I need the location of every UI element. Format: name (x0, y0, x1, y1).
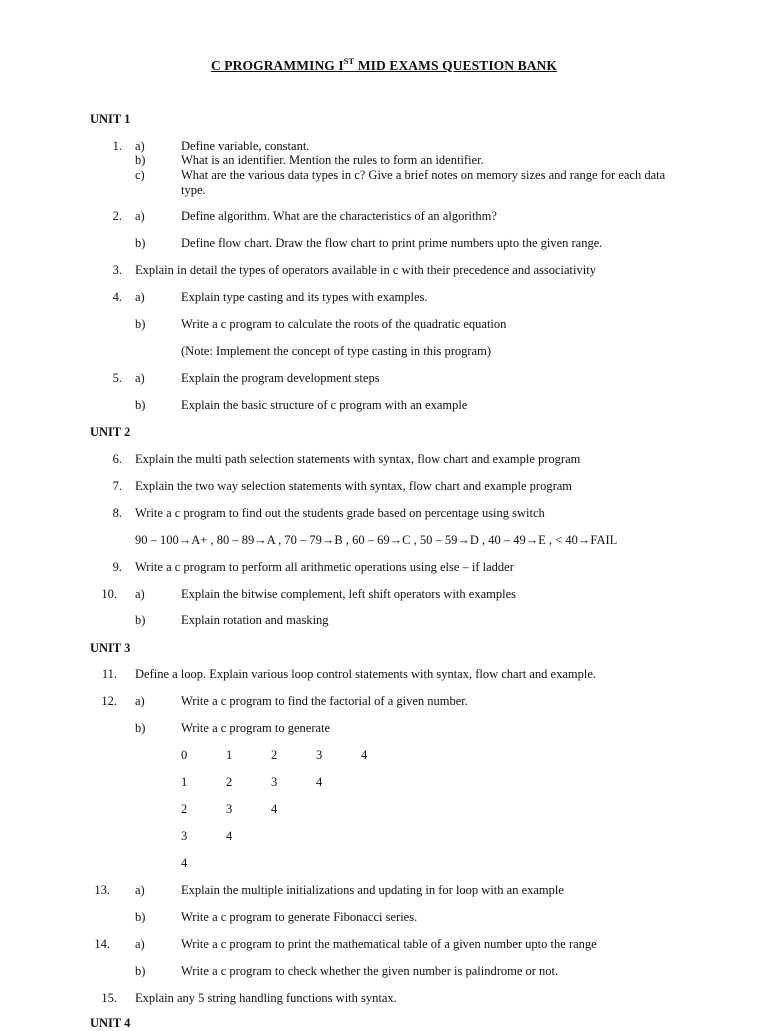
question-number: 6. (112, 452, 122, 466)
question-number: 4. (112, 290, 122, 304)
sub-label: a) (135, 371, 145, 385)
question-number: 2. (112, 209, 122, 223)
unit-1-heading: UNIT 1 (90, 112, 131, 126)
pattern-cell: 3 (226, 802, 233, 816)
question-number: 13. (94, 883, 110, 897)
pattern-cell: 1 (226, 748, 233, 762)
question-13a: Explain the multiple initializations and updating in for loop with an example (181, 883, 564, 897)
question-number: 1. (112, 139, 122, 153)
question-number: 12. (101, 694, 117, 708)
pattern-cell: 2 (271, 748, 278, 762)
question-5b: Explain the basic structure of c program with an example (181, 398, 468, 412)
question-2a: Define algorithm. What are the characteristics of an algorithm? (181, 209, 497, 223)
question-14a: Write a c program to print the mathematical table of a given number upto the range (181, 937, 597, 951)
question-number: 9. (112, 560, 122, 574)
question-number: 7. (112, 479, 122, 493)
page-title: C PROGRAMMING IST MID EXAMS QUESTION BANK (210, 56, 558, 73)
pattern-cell: 3 (181, 829, 188, 843)
question-15: Explain any 5 string handling functions with syntax. (135, 991, 397, 1005)
question-number: 11. (101, 667, 117, 681)
question-number: 8. (112, 506, 122, 520)
pattern-cell: 4 (271, 802, 278, 816)
question-10b: Explain rotation and masking (181, 613, 329, 627)
question-1a: Define variable, constant. (181, 139, 310, 153)
pattern-cell: 4 (361, 748, 368, 762)
sub-label: b) (135, 964, 146, 978)
pattern-cell: 2 (226, 775, 233, 789)
pattern-cell: 2 (181, 802, 188, 816)
question-3: Explain in detail the types of operators available in c with their precedence and associativity (135, 263, 596, 277)
question-number: 15. (101, 991, 117, 1005)
question-9: Write a c program to perform all arithmetic operations using else – if ladder (135, 560, 514, 574)
unit-3-heading: UNIT 3 (90, 641, 131, 655)
pattern-cell: 4 (181, 856, 188, 870)
question-1c: What are the various data types in c? Give a brief notes on memory sizes and range for each data type. (181, 168, 666, 197)
question-7: Explain the two way selection statements with syntax, flow chart and example program (135, 479, 573, 493)
question-10a: Explain the bitwise complement, left shift operators with examples (181, 587, 516, 601)
question-5a: Explain the program development steps (181, 371, 380, 385)
unit-4-heading: UNIT 4 (90, 1016, 131, 1030)
sub-label: a) (135, 587, 145, 601)
pattern-cell: 3 (316, 748, 323, 762)
question-1b: What is an identifier. Mention the rules to form an identifier. (181, 153, 484, 167)
sub-label: b) (135, 910, 146, 924)
question-2b: Define flow chart. Draw the flow chart to print prime numbers upto the given range. (181, 236, 603, 250)
sub-label: b) (135, 317, 146, 331)
sub-label: a) (135, 139, 145, 153)
sub-label: b) (135, 721, 146, 735)
pattern-cell: 0 (181, 748, 188, 762)
sub-label: a) (135, 290, 145, 304)
question-13b: Write a c program to generate Fibonacci series. (181, 910, 418, 924)
sub-label: a) (135, 937, 145, 951)
sub-label: b) (135, 398, 146, 412)
pattern-cell: 3 (271, 775, 278, 789)
sub-label: c) (135, 168, 145, 182)
question-number: 10. (101, 587, 117, 601)
sub-label: a) (135, 209, 145, 223)
pattern-cell: 1 (181, 775, 188, 789)
sub-label: a) (135, 883, 145, 897)
pattern-cell: 4 (226, 829, 233, 843)
question-4-note: (Note: Implement the concept of type casting in this program) (181, 344, 491, 358)
question-number: 5. (112, 371, 122, 385)
question-number: 3. (112, 263, 122, 277)
question-6: Explain the multi path selection statements with syntax, flow chart and example program (135, 452, 581, 466)
sub-label: a) (135, 694, 145, 708)
question-8: Write a c program to find out the students grade based on percentage using switch (135, 506, 545, 520)
grade-ranges: 90 – 100→A+ , 80 – 89→A , 70 – 79→B , 60 – 69→C , 50 – 59→D , 40 – 49→E , < 40→FAIL (135, 533, 618, 547)
sub-label: b) (135, 613, 146, 627)
pattern-cell: 4 (316, 775, 323, 789)
unit-2-heading: UNIT 2 (90, 425, 131, 439)
question-14b: Write a c program to check whether the given number is palindrome or not. (181, 964, 559, 978)
sub-label: b) (135, 153, 146, 167)
sub-label: b) (135, 236, 146, 250)
question-12a: Write a c program to find the factorial of a given number. (181, 694, 468, 708)
question-4b: Write a c program to calculate the roots of the quadratic equation (181, 317, 507, 331)
question-4a: Explain type casting and its types with examples. (181, 290, 428, 304)
question-12b: Write a c program to generate (181, 721, 331, 735)
question-11: Define a loop. Explain various loop control statements with syntax, flow chart and example. (135, 667, 596, 681)
question-number: 14. (94, 937, 110, 951)
